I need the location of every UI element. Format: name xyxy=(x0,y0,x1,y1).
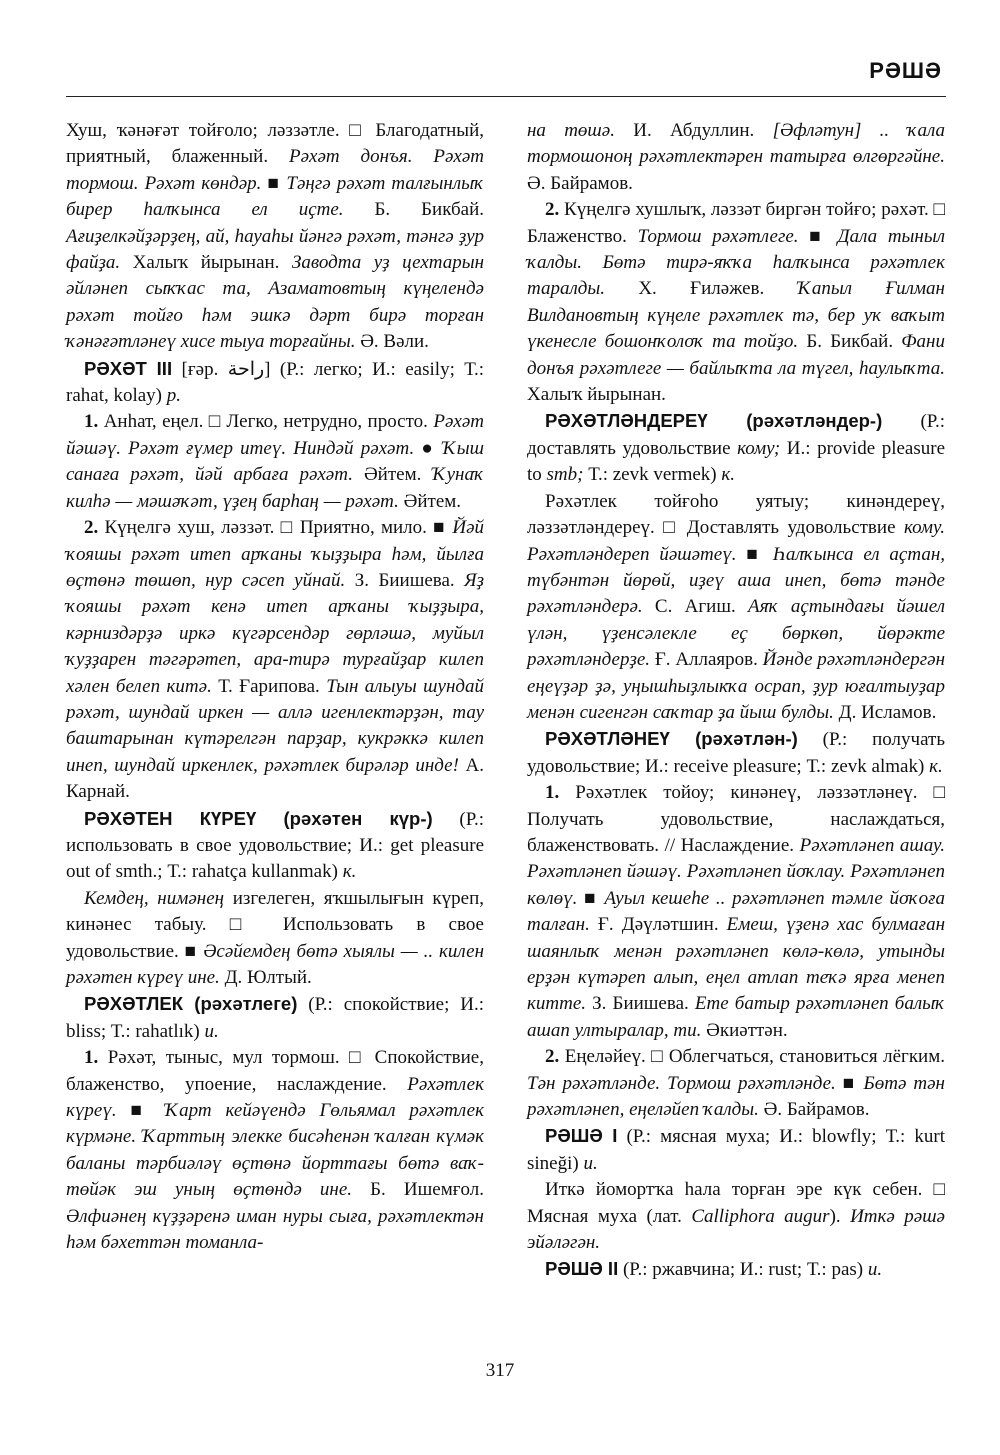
example-text: Емеш, үҙенә хас булмаған шаянлыҡ менән рәхәтләнеп көлә-көлә, утынды ерҙән күтәреп алып, еңел атлап теҡә ярға менеп китте. xyxy=(527,914,945,1015)
headword: РӘХӘТЕН КҮРЕҮ (рәхәтен күр-) xyxy=(84,807,433,829)
definition-text: 1. xyxy=(545,782,560,804)
example-text: [Әфләтун] .. ҡала тормошоноң рәхәтлектәрен татырға өлгөргәйне. xyxy=(527,120,945,168)
definition-text: Халыҡ йырынан. xyxy=(527,384,666,406)
headword: РӘХӘТ III xyxy=(84,357,173,379)
example-text: Ҡунаҡ килһә — мәшәҡәт, үҙең барһаң — рәхәт. xyxy=(66,464,484,512)
headword: РӘШӘ I xyxy=(545,1125,618,1147)
dictionary-paragraph xyxy=(527,118,945,197)
example-text: Йәй ҡояшы рәхәт итеп арҡаны ҡыҙҙыра һәм, йылға өҫтөнә төшөп, нур сәсеп уйнай. xyxy=(66,517,484,591)
dictionary-paragraph xyxy=(66,806,484,886)
definition-text: Халыҡ йырынан. xyxy=(120,252,292,274)
definition-text: Рәхәтлек тойғоһо уятыу; кинәндереү, ләззәтләндереү. □ Доставлять удовольствие xyxy=(527,490,945,539)
definition-text: ■ xyxy=(736,543,773,565)
definition-text: ■ xyxy=(835,1072,864,1094)
example-text: Бөтә тән рәхәтләнеп, еңеләйеп ҡалды. xyxy=(527,1072,945,1121)
dictionary-paragraph xyxy=(527,1123,945,1177)
definition-text: Т.: zevk vermek) xyxy=(583,464,722,486)
definition-text: (Р.: спокойствие; И.: bliss; Т.: rahatlık) xyxy=(66,994,485,1042)
dictionary-paragraph xyxy=(527,1256,945,1283)
definition-text: Әкиәттән. xyxy=(701,1019,788,1041)
definition-text: З. Биишева. xyxy=(345,569,465,591)
running-header-word: РӘШӘ xyxy=(869,58,942,83)
definition-text: 2. xyxy=(545,1046,560,1068)
dictionary-paragraph xyxy=(527,197,945,408)
dictionary-paragraph xyxy=(527,489,945,727)
definition-text: Ә. Байрамов. xyxy=(527,172,633,194)
definition-text: С. Агиш. xyxy=(642,596,749,618)
definition-text: И.: provide pleasure to xyxy=(527,437,946,486)
definition-text: Еңеләйеү. □ Облегчаться, становиться лёгким. xyxy=(559,1046,945,1068)
definition-text: ● xyxy=(414,437,443,459)
example-text: к. xyxy=(721,464,736,486)
example-text: Фани донъя рәхәтлеге — байлыҡта ла түгел, һаулыҡта. xyxy=(527,331,945,379)
definition-text: Иткә йомортҡа һала торған эре күк себен. □ Мясная муха (лат. xyxy=(527,1179,945,1227)
example-text: Тәңгә рәхәт талғынлыҡ бирер һалҡынса ел иҫте. xyxy=(66,172,484,221)
definition-text: 1. xyxy=(84,1047,99,1069)
left-column xyxy=(66,118,484,1256)
definition-text: (Р.: использовать в свое удовольствие; И.: get pleasure out of smth.; Т.: rahatça kullanmak) xyxy=(66,808,484,883)
definition-text: Күңелгә хушлыҡ, ләззәт биргән тойғо; рәхәт. □ Блаженство. xyxy=(527,199,945,247)
example-text: к. xyxy=(342,861,357,883)
example-text: Йәнде рәхәтләндергән еңеүҙәр ҙә, уңышһыҙлыкҡа осрап, ҙур юғалтыуҙар менән сигенгән саҡтар ҙа йыш булды. xyxy=(527,649,945,723)
dictionary-paragraph xyxy=(66,356,484,410)
definition-text: Ғ. Дәүләтшин. xyxy=(589,914,727,936)
example-text: Әсәйемдең бөтә хыялы — .. килен рәхәтен күреү ине. xyxy=(66,940,484,988)
example-text: Ағиҙелкәйҙәрҙең, ай, һауаһы йәнгә рәхәт, тәнгә ҙур файҙа. xyxy=(66,225,484,274)
headword: РӘХӘТЛӘНЕҮ (рәхәтлән-) xyxy=(545,728,798,750)
example-text: Тән рәхәтләнде. Тормош рәхәтләнде. xyxy=(527,1072,836,1094)
headword: РӘШӘ II xyxy=(545,1258,619,1280)
example-text: Иткә рәшә эйәләгән. xyxy=(527,1205,945,1254)
definition-text: Ә. Байрамов. xyxy=(758,1099,870,1121)
example-text: кому. Рәхәтләндереп йәшәтеү. xyxy=(527,517,945,565)
definition-text: А. Карнай. xyxy=(66,754,484,803)
definition-text: Рәхәт, тыныс, мул тормош. □ Спокойствие, блаженство, упоение, наслаждение. xyxy=(66,1047,484,1095)
dictionary-paragraph xyxy=(66,886,484,992)
definition-text: ■ xyxy=(577,887,605,909)
example-text: Рәхәтләнеп ашау. Рәхәтләнеп йәшәү. Рәхәтләнеп йоҡлау. Рәхәтләнеп көлөү. xyxy=(527,834,945,909)
example-text: Ҡарт кейәүендә Гөльямал рәхәтлек күрмәне. Ҡарттың элекке бисәһенән ҡалған күмәк баланы тәрбиәләү өҫтөнә йорттағы бөтә ваҡ-төйәк эш уның өҫтөндә ине. xyxy=(66,1100,484,1201)
definition-text: И. Абдуллин. xyxy=(614,120,773,141)
dictionary-paragraph xyxy=(66,118,484,356)
definition-text: (Р.: ржавчина; И.: rust; Т.: pas) xyxy=(618,1259,868,1281)
definition-text: З. Биишева. xyxy=(586,993,695,1015)
definition-text: Хуш, ҡәнәғәт тойғоло; ләззәтле. □ Благодатный, приятный, блаженный. xyxy=(66,120,484,168)
example-text: Тормош рәхәтлеге. xyxy=(637,225,799,247)
example-text: к. xyxy=(929,755,943,777)
dictionary-paragraph xyxy=(66,515,484,805)
dictionary-paragraph xyxy=(66,1045,484,1256)
definition-text: Б. Ишемғол. xyxy=(352,1179,484,1201)
definition-text: 2. xyxy=(545,199,560,221)
dictionary-paragraph xyxy=(66,409,484,515)
example-text: Яҙ ҡояшы рәхәт кенә итеп арҡаны ҡыҙҙыра, кәрниздәрҙә иркә күгәрсендәр гөрләшә, муйыл ҡуҙҙарен тәгәрәтеп, ара-тирә турғайҙар килеп хәлен белеп китә. xyxy=(66,569,485,697)
definition-text: Күңелгә хуш, ләззәт. □ Приятно, мило. ■ xyxy=(98,517,453,539)
definition-text: Б. Бикбай. xyxy=(343,199,484,221)
definition-text: Анһат, еңел. □ Легко, нетрудно, просто. xyxy=(98,411,434,433)
header-rule xyxy=(66,96,946,97)
definition-text: ■ xyxy=(261,172,287,194)
definition-text: Д. Исламов. xyxy=(833,701,937,723)
definition-text: Д. Юлтый. xyxy=(219,967,312,988)
example-text: Рәхәтлек күреү. xyxy=(66,1073,484,1122)
example-text: Кемдең, нимәнең xyxy=(84,887,225,909)
example-text: Һалҡынса ел аҫтан, түбәнтән йөрөй, иҙеү аша инеп, бөтә тәнде рәхәтләндерә. xyxy=(527,543,945,618)
example-text: и. xyxy=(583,1152,598,1174)
dictionary-paragraph xyxy=(527,1177,945,1256)
definition-text: Рәхәтлек тойоу; кинәнеү, ләззәтләнеү. □ Получать удовольствие, наслаждаться, блаженствовать. // Наслаждение. xyxy=(527,782,945,856)
definition-text: [ғәр. راحة] (Р.: легко; И.: easily; Т.: rahat, kolay) xyxy=(66,358,485,407)
example-text: Рәхәт йәшәү. Рәхәт ғүмер итеү. Ниндәй рәхәт. xyxy=(66,411,484,459)
example-text: на төшә. xyxy=(527,120,615,141)
example-text: Заводта уҙ цехтарын әйләнеп сыҡҡас та, Азаматовтың күңелендә рәхәт тойғо һәм эшкә дәрт бирә торған ҡәнәғәтләнеү хисе тыуа торғайны. xyxy=(66,252,484,353)
headword: РӘХӘТЛӘНДЕРЕҮ (рәхәтләндер-) xyxy=(545,410,883,432)
example-text: кому; xyxy=(737,437,781,459)
dictionary-paragraph xyxy=(527,726,945,780)
example-text: Calliphora augur xyxy=(691,1205,830,1227)
definition-text: Ә. Вәли. xyxy=(355,331,429,353)
example-text: и. xyxy=(204,1020,219,1042)
definition-text: Б. Бикбай. xyxy=(798,331,902,353)
example-text: Ҡапыл Ғилман Вилдановтың күңеле рәхәтлек тә, бер уҡ ваҡыт үкенесле бошонҡолоҡ та тойҙо. xyxy=(527,278,945,353)
page-number: 317 xyxy=(485,1360,515,1381)
definition-text: Әйтем. xyxy=(398,490,462,512)
definition-text: (Р.: доставлять удовольствие xyxy=(527,411,945,459)
right-column xyxy=(527,118,945,1284)
definition-text: Ғ. Аллаяров. xyxy=(650,649,763,671)
definition-text: Әйтем. xyxy=(352,464,433,486)
example-text: smb; xyxy=(546,464,584,486)
dictionary-paragraph xyxy=(527,780,945,1044)
definition-text: (Р.: мясная муха; И.: blowfly; Т.: kurt sineği) xyxy=(527,1126,945,1174)
definition-text: 2. xyxy=(84,517,99,539)
example-text: Рәхәт донъя. Рәхәт тормош. Рәхәт көндәр. xyxy=(66,146,484,194)
example-text: и. xyxy=(867,1259,883,1281)
example-text: Аяҡ аҫтындағы йәшел үлән, үҙенсәлекле еҫ бөркөп, йөрәкте рәхәтләндерҙе. xyxy=(527,596,945,671)
example-text: р. xyxy=(166,385,182,407)
definition-text: ■ xyxy=(798,225,838,247)
definition-text: Х. Ғиләжев. xyxy=(604,278,798,300)
definition-text: (Р.: получать удовольствие; И.: receive pleasure; Т.: zevk almak) xyxy=(527,729,945,777)
example-text: Ете батыр рәхәтләнеп балыҡ ашап ултыралар, ти. xyxy=(527,993,946,1041)
definition-text: 1. xyxy=(84,411,99,433)
dictionary-paragraph xyxy=(527,1044,945,1123)
definition-text: изгелеген, яҡшылығын күреп, кинәнес табыу. □ Использовать в свое удовольствие. ■ xyxy=(66,887,484,962)
definition-text: ). xyxy=(829,1205,851,1227)
example-text: Дала тыныл ҡалды. Бөтә тирә-яҡҡа һалҡынса рәхәтлек таралды. xyxy=(527,225,945,300)
headword: РӘХӘТЛЕК (рәхәтлеге) xyxy=(84,993,298,1015)
definition-text: Т. Ғарипова. xyxy=(211,675,327,697)
example-text: Әлфиәнең күҙҙәренә иман нуры сыға, рәхәтлектән һәм бәхеттән томанла- xyxy=(66,1205,484,1254)
example-text: Ҡыш санаға рәхәт, йәй арбаға рәхәт. xyxy=(66,437,485,486)
definition-text: ■ xyxy=(116,1100,165,1122)
example-text: Ауыл кешеһе .. рәхәтләнеп тәмле йоҡоға талған. xyxy=(527,887,945,936)
example-text: Тын алыуы шундай рәхәт, шундай иркен — аллә игенлектәрҙән, тау баштарынан күтәрелгән парҙар, кукрәккә килеп инеп, шундай иркенлек, рәхәтлек бирәләр инде! xyxy=(66,675,484,776)
dictionary-paragraph xyxy=(66,991,484,1045)
dictionary-paragraph xyxy=(527,408,945,488)
